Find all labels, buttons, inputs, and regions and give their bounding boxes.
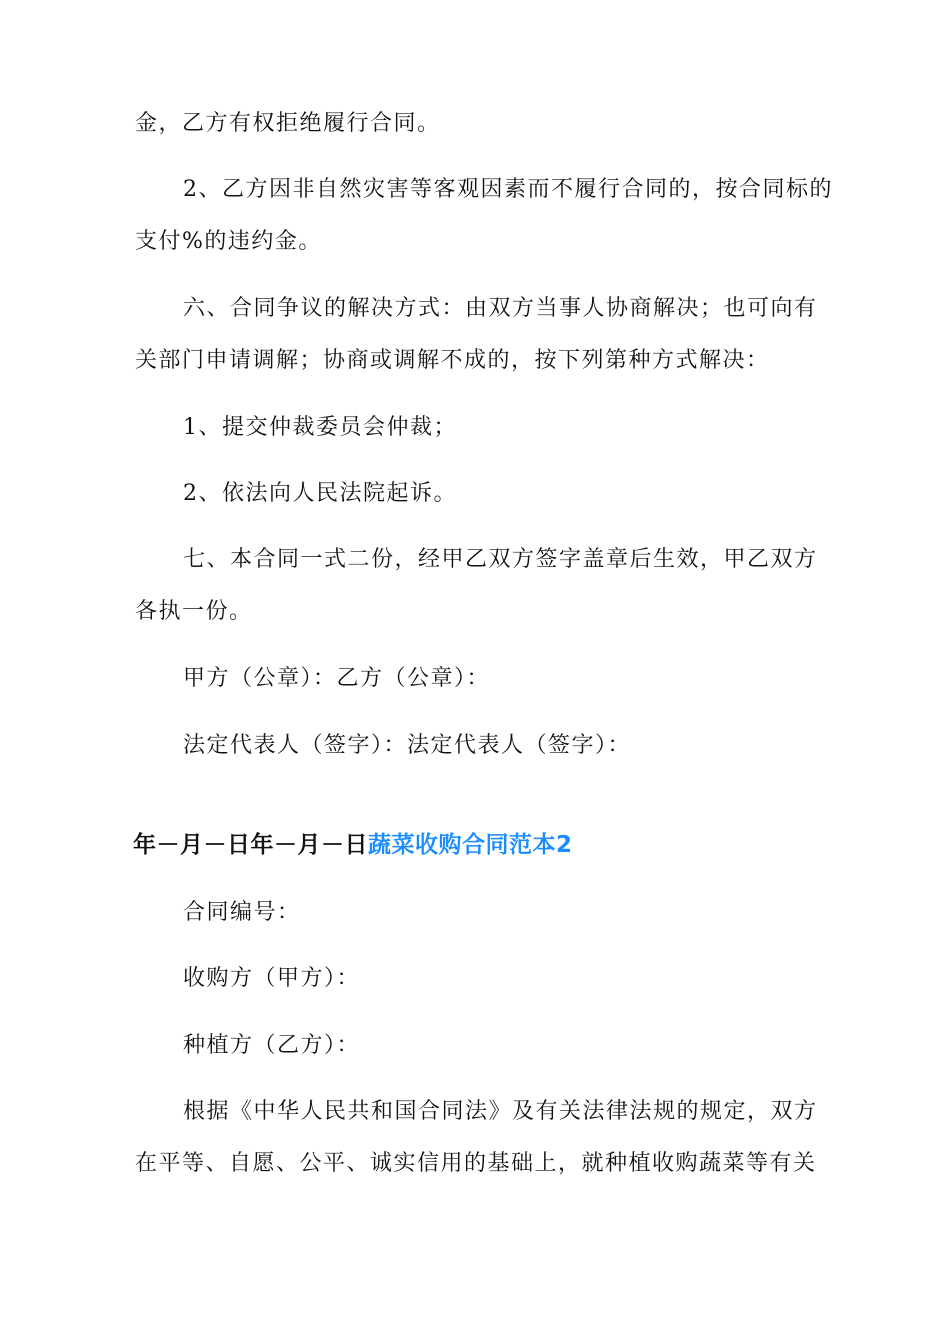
text-line: 关部门申请调解；协商或调解不成的，按下列第种方式解决： [135,348,770,373]
text-line: 2、依法向人民法院起诉。 [183,481,457,506]
contract-number-line: 合同编号： [183,900,301,925]
text-line: 六、合同争议的解决方式：由双方当事人协商解决；也可向有 [183,296,818,321]
section-heading [133,829,573,861]
text-line: 支付%的违约金。 [135,229,322,254]
text-line: 各执一份。 [135,599,253,624]
heading-dates: 年－月－日年－月－日 [133,832,368,858]
text-line: 根据《中华人民共和国合同法》及有关法律法规的规定，双方 [183,1099,818,1124]
heading-title-link[interactable]: 蔬菜收购合同范本2 [368,832,573,858]
grower-line: 种植方（乙方）： [183,1033,361,1058]
signature-line-representative: 法定代表人（签字）：法定代表人（签字）： [183,733,632,758]
text-line: 2、乙方因非自然灾害等客观因素而不履行合同的，按合同标的 [183,177,833,202]
text-line: 金，乙方有权拒绝履行合同。 [135,111,441,136]
buyer-line: 收购方（甲方）： [183,966,361,991]
text-line: 1、提交仲裁委员会仲裁； [183,415,457,440]
signature-line-seal: 甲方（公章）：乙方（公章）： [183,666,491,691]
text-line: 七、本合同一式二份，经甲乙双方签字盖章后生效，甲乙双方 [183,547,818,572]
text-line: 在平等、自愿、公平、诚实信用的基础上，就种植收购蔬菜等有关 [135,1151,817,1176]
